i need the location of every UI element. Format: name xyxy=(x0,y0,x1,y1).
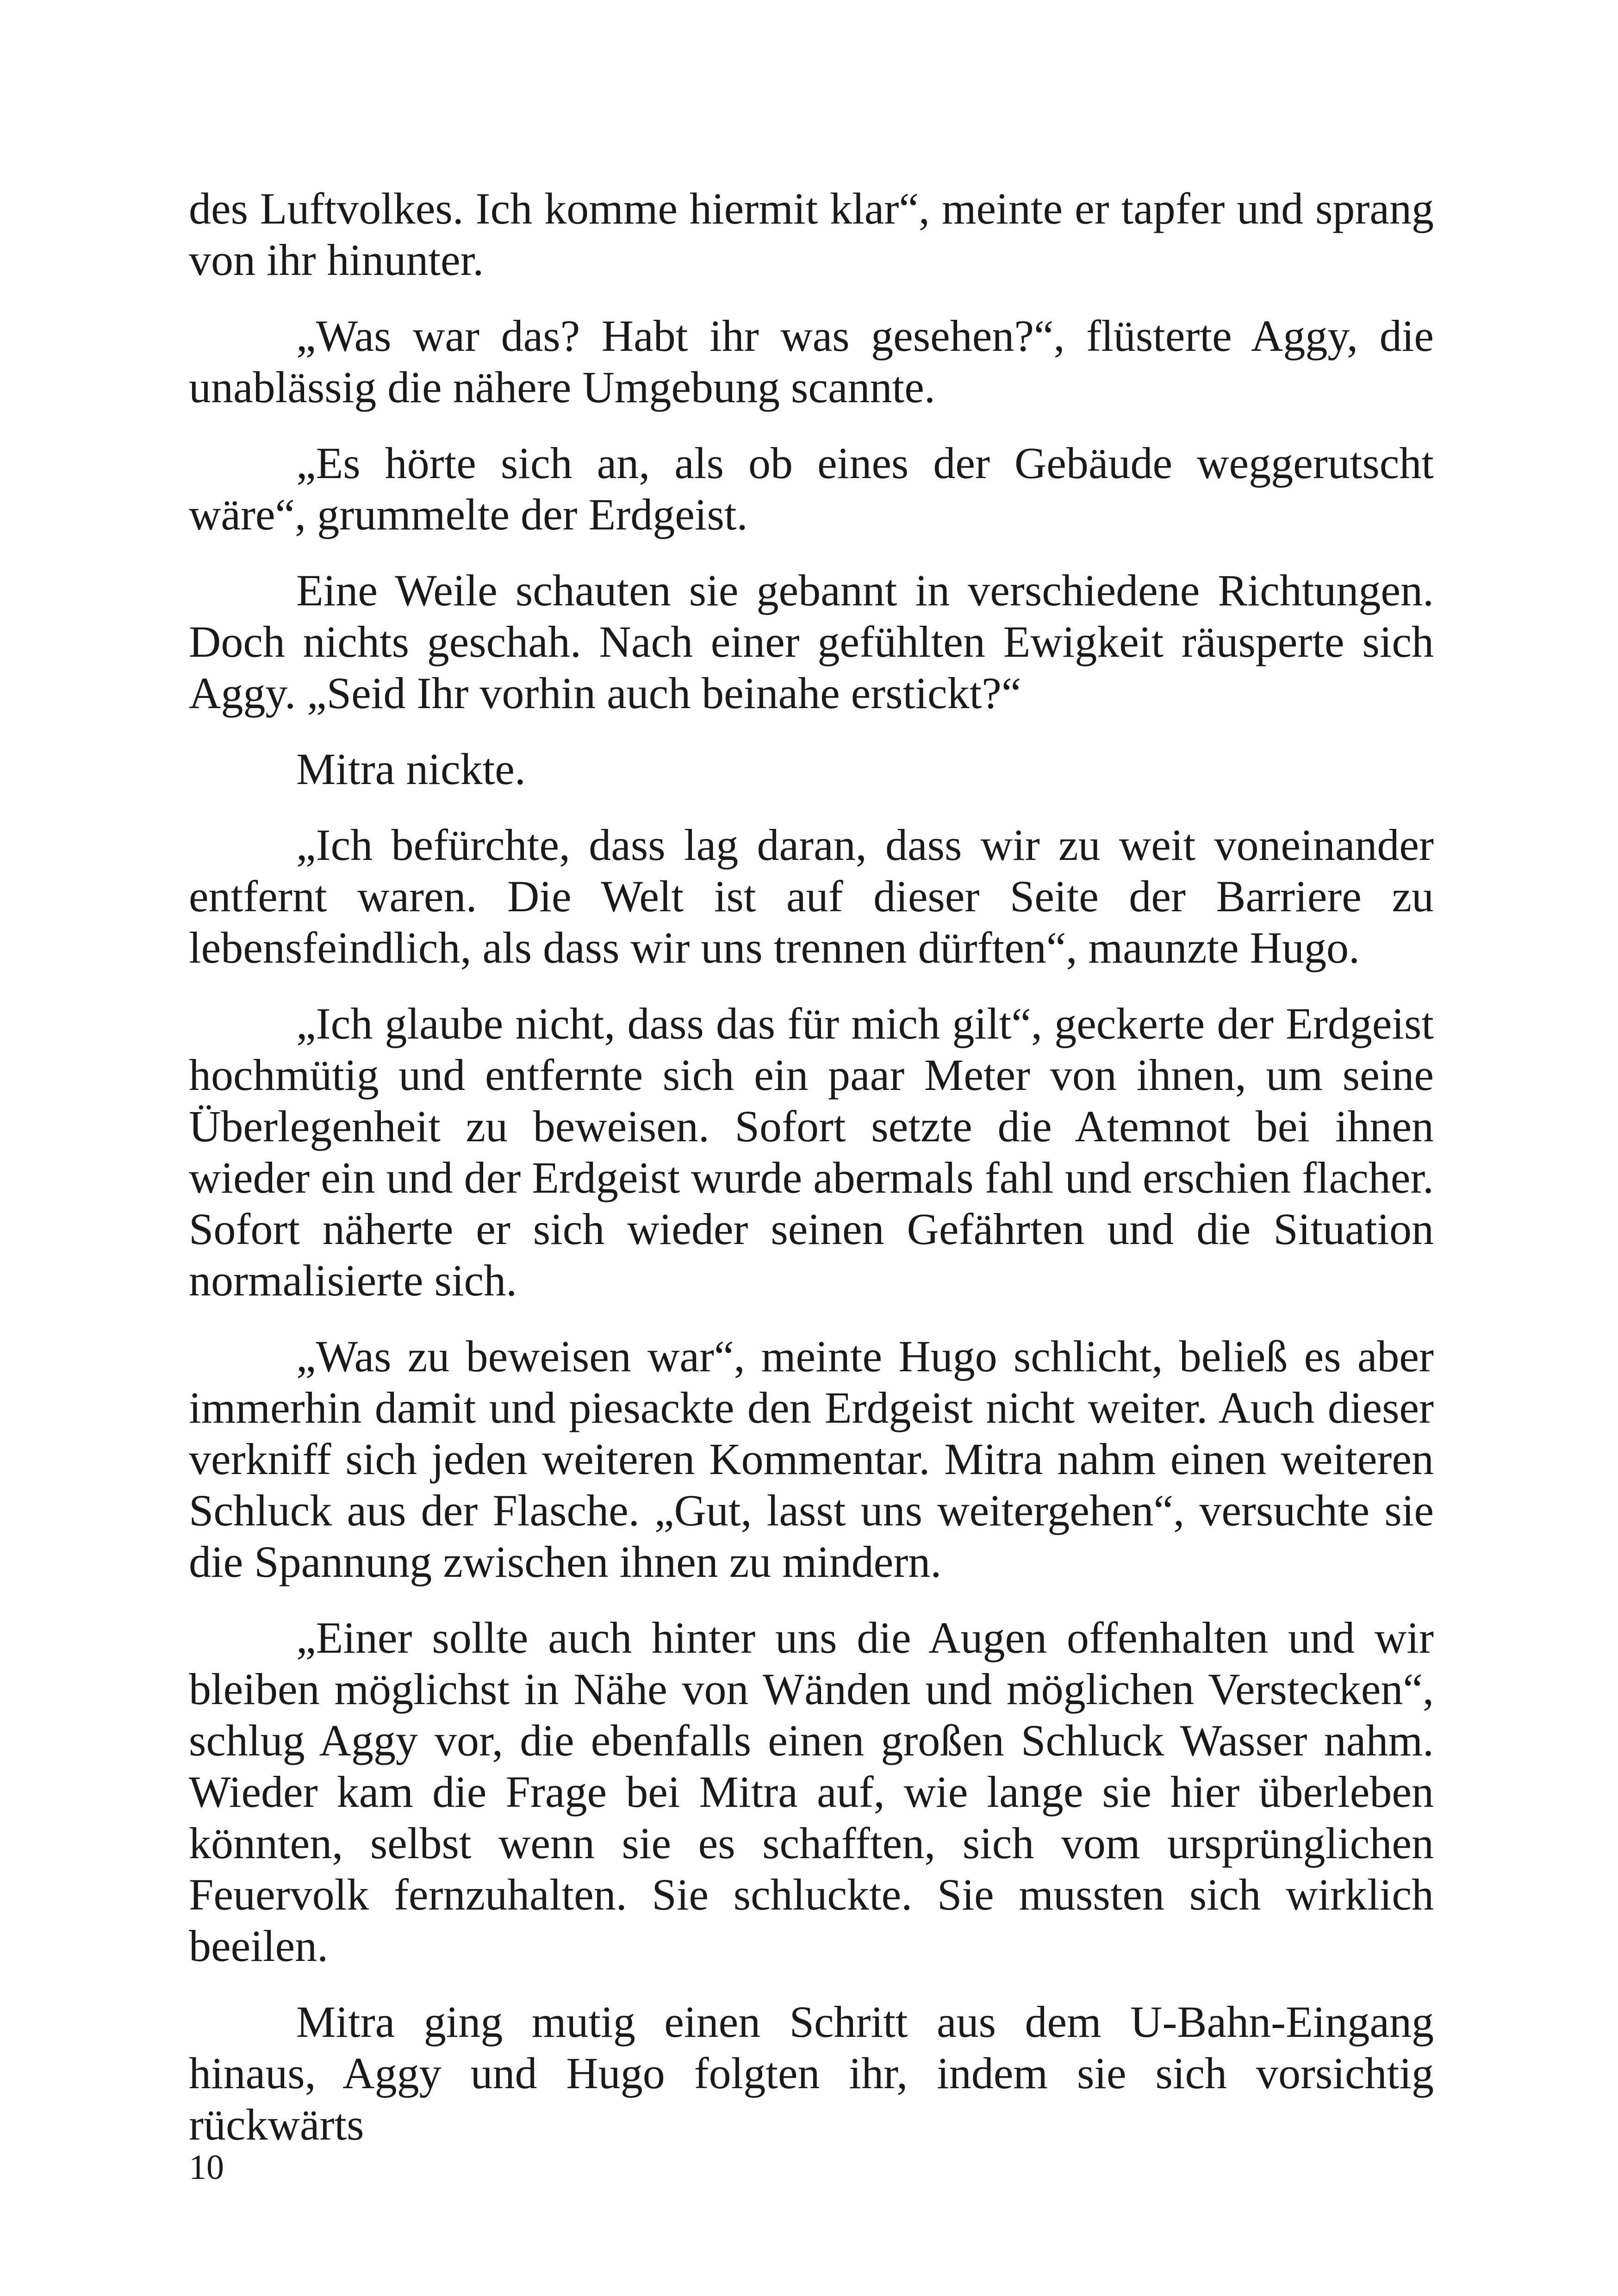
paragraph: „Was war das? Habt ihr was gesehen?“, flüsterte Aggy, die unablässig die nähere Umgebung scannte. xyxy=(189,311,1434,412)
paragraph: Mitra ging mutig einen Schritt aus dem U-Bahn-Eingang hinaus, Aggy und Hugo folgten ihr, indem sie sich vorsichtig rückwärts xyxy=(189,1997,1434,2149)
paragraph: „Was zu beweisen war“, meinte Hugo schlicht, beließ es aber immerhin damit und piesackte den Erdgeist nicht weiter. Auch dieser verkniff sich jeden weiteren Kommentar. Mitra nahm einen weiteren Schluck aus der Flasche. „Gut, lasst uns weitergehen“, versuchte sie die Spannung zwischen ihnen zu mindern. xyxy=(189,1332,1434,1587)
page-number: 10 xyxy=(189,2148,224,2187)
paragraph: „Ich glaube nicht, dass das für mich gilt“, geckerte der Erdgeist hochmütig und entfernte sich ein paar Meter von ihnen, um seine Überlegenheit zu beweisen. Sofort setzte die Atemnot bei ihnen wieder ein und der Erdgeist wurde abermals fahl und erschien flacher. Sofort näherte er sich wieder seinen Gefährten und die Situation normalisierte sich. xyxy=(189,999,1434,1305)
body-text xyxy=(189,183,1434,2175)
paragraph: Eine Weile schauten sie gebannt in verschiedene Richtungen. Doch nichts geschah. Nach einer gefühlten Ewigkeit räusperte sich Aggy. „Seid Ihr vorhin auch beinahe erstickt?“ xyxy=(189,566,1434,718)
paragraph: Mitra nickte. xyxy=(296,744,526,794)
paragraph: „Ich befürchte, dass lag daran, dass wir zu weit voneinander entfernt waren. Die Welt ist auf dieser Seite der Barriere zu lebensfeindlich, als dass wir uns trennen dürften“, maunzte Hugo. xyxy=(189,820,1434,972)
paragraph: „Es hörte sich an, als ob eines der Gebäude weggerutscht wäre“, grummelte der Erdgeist. xyxy=(189,438,1434,539)
paragraph: „Einer sollte auch hinter uns die Augen offenhalten und wir bleiben möglichst in Nähe von Wänden und möglichen Verstecken“, schlug Aggy vor, die ebenfalls einen großen Schluck Wasser nahm. Wieder kam die Frage bei Mitra auf, wie lange sie hier überleben könnten, selbst wenn sie es schafften, sich vom ursprünglichen Feuervolk fernzuhalten. Sie schluckte. Sie mussten sich wirklich beeilen. xyxy=(189,1613,1434,1971)
paragraph-continuation: des Luftvolkes. Ich komme hiermit klar“, meinte er tapfer und sprang von ihr hinunter. xyxy=(189,184,1434,285)
